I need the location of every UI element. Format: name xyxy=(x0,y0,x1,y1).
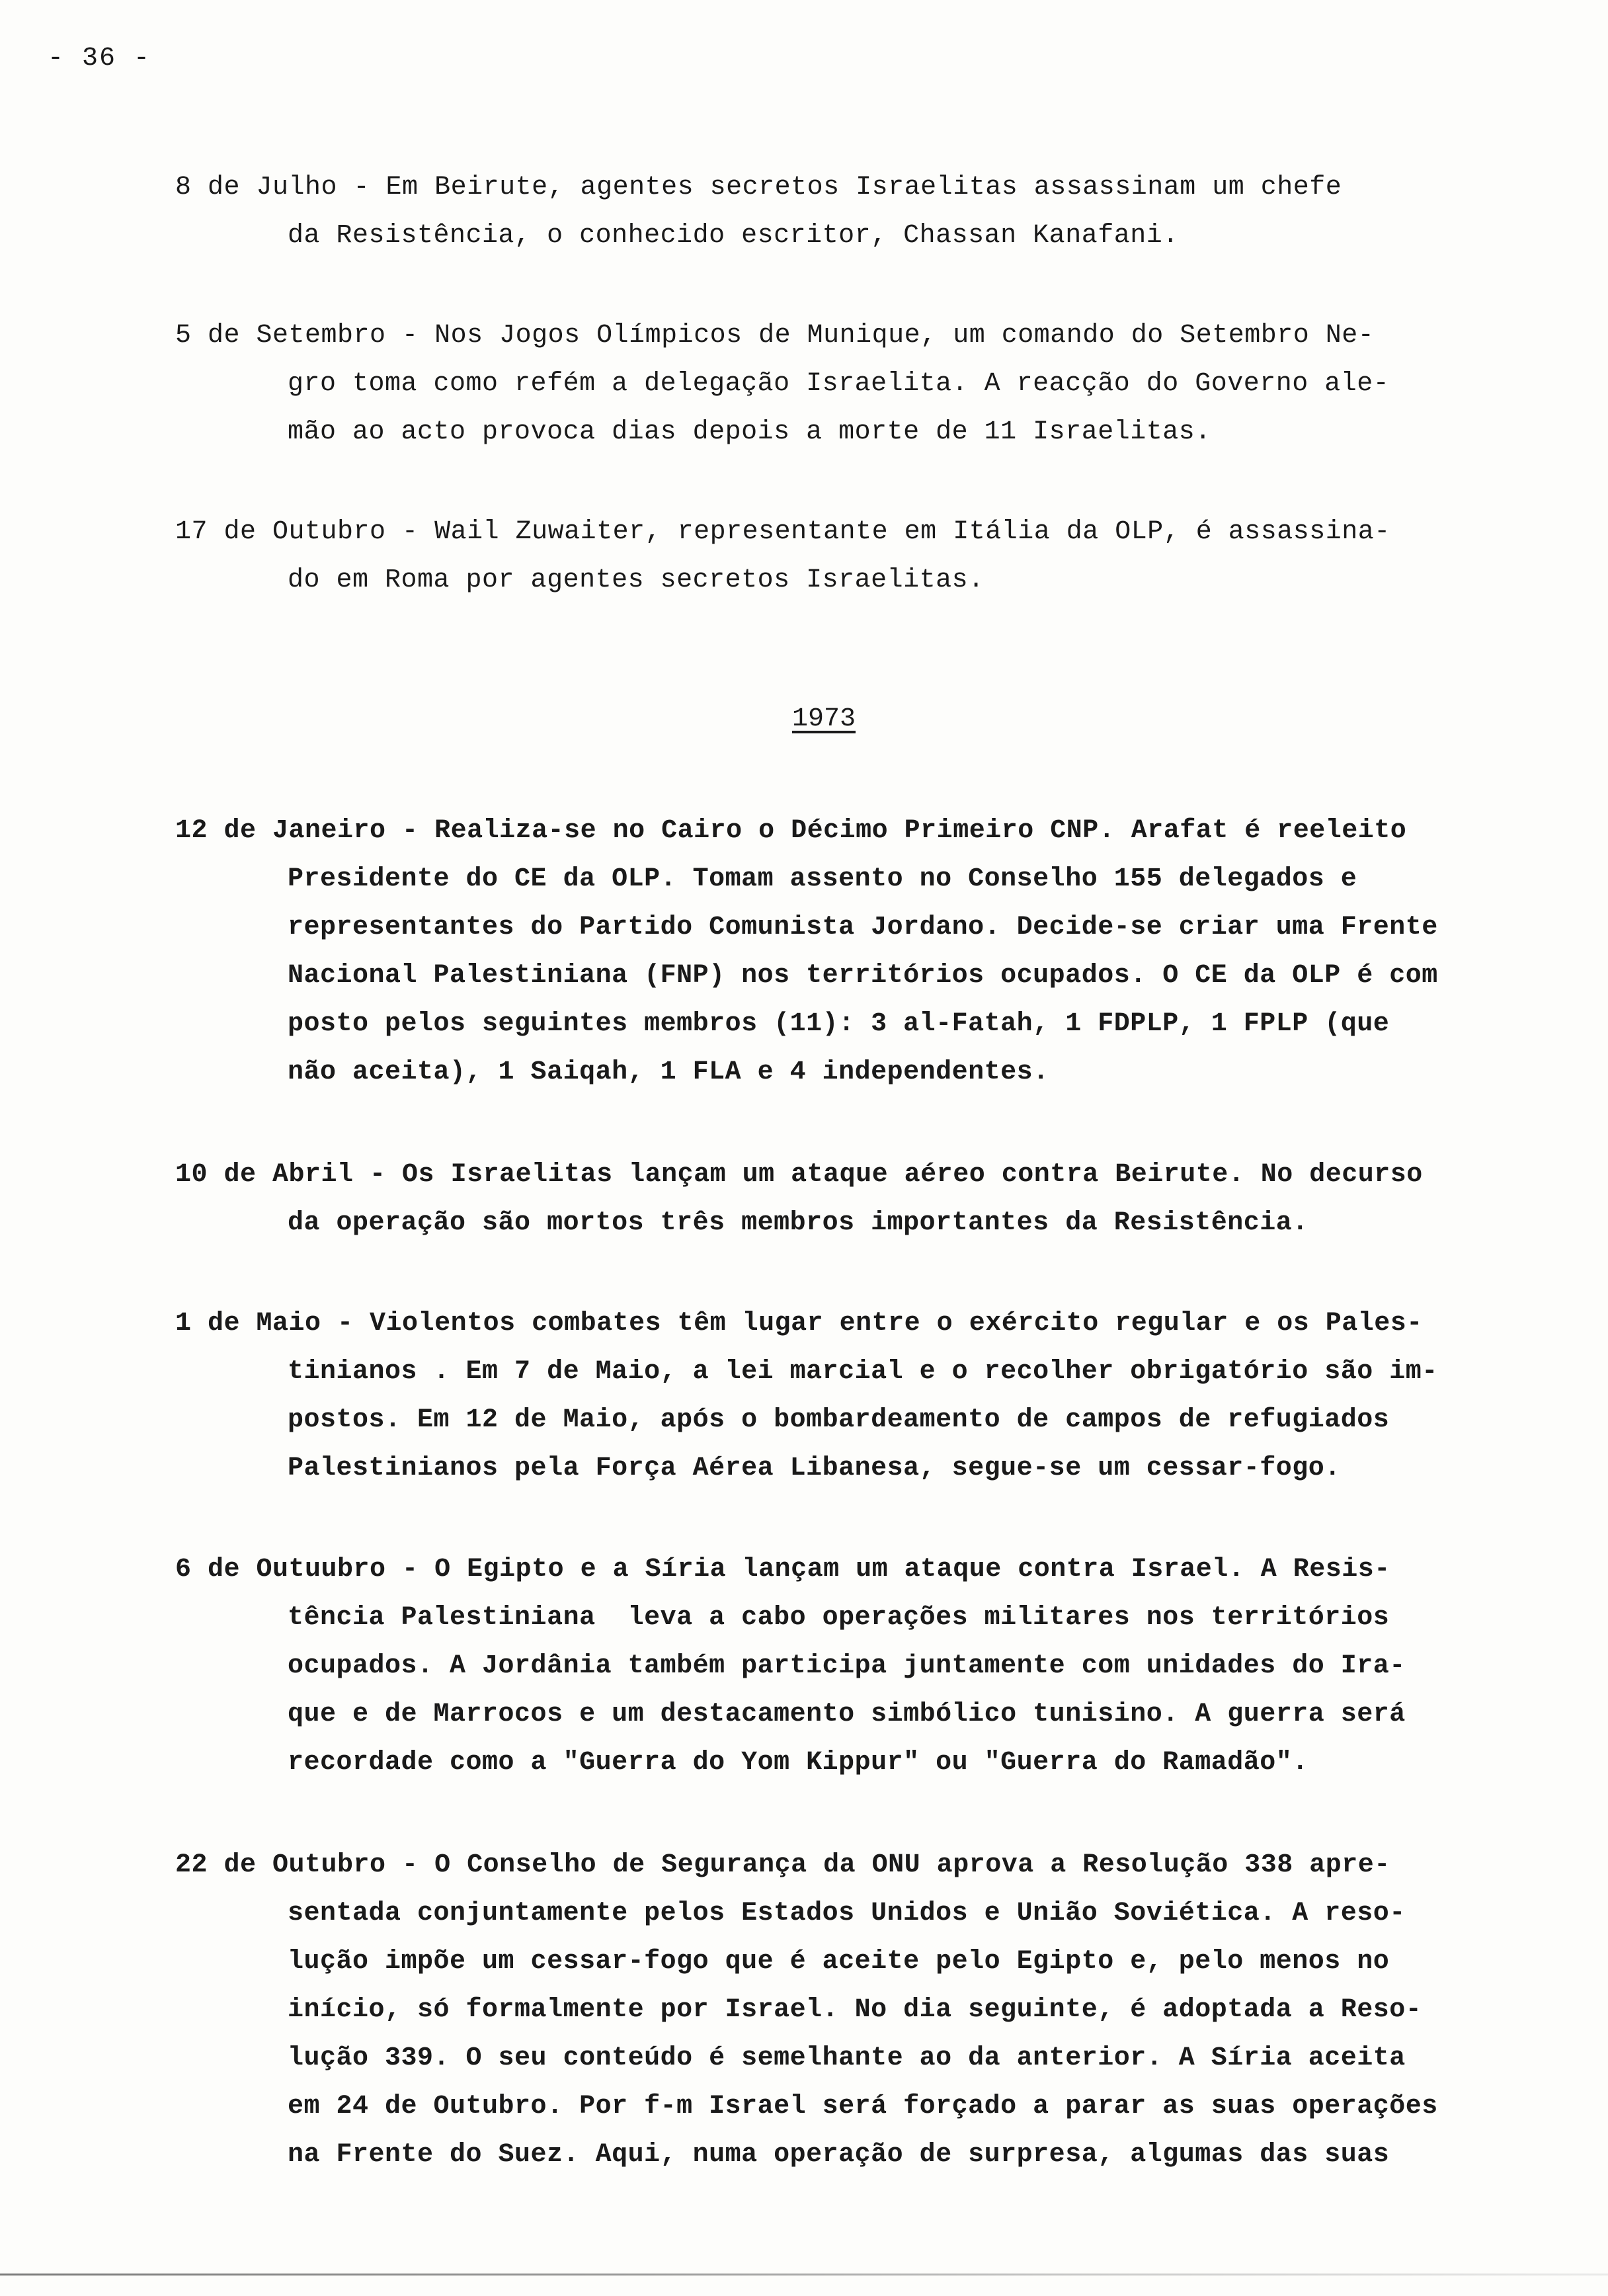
page-number: - 36 - xyxy=(48,44,151,73)
entry-10-abril xyxy=(175,1151,1458,1247)
entry-line: ocupados. A Jordânia também participa juntamente com unidades do Ira- xyxy=(288,1651,1406,1681)
entry-8-julho xyxy=(175,163,1458,260)
entry-line: do em Roma por agentes secretos Israelitas. xyxy=(288,565,985,595)
entry-line: 1 de Maio - Violentos combates têm lugar entre o exército regular e os Pales- xyxy=(175,1309,1423,1338)
entry-line: recordade como a "Guerra do Yom Kippur" ou "Guerra do Ramadão". xyxy=(288,1748,1308,1778)
entry-line: sentada conjuntamente pelos Estados Unidos e União Soviética. A reso- xyxy=(288,1899,1406,1928)
entry-line: da Resistência, o conhecido escritor, Chassan Kanafani. xyxy=(288,221,1179,251)
entry-6-outubro xyxy=(175,1545,1458,1787)
entry-line: 17 de Outubro - Wail Zuwaiter, representante em Itália da OLP, é assassina- xyxy=(175,517,1390,547)
entry-line: 10 de Abril - Os Israelitas lançam um ataque aéreo contra Beirute. No decurso xyxy=(175,1160,1423,1190)
entry-line: em 24 de Outubro. Por f-m Israel será forçado a parar as suas operações xyxy=(288,2092,1438,2121)
entry-line: mão ao acto provoca dias depois a morte de 11 Israelitas. xyxy=(288,417,1211,447)
entry-22-outubro xyxy=(175,1841,1458,2179)
entry-line: 8 de Julho - Em Beirute, agentes secretos Israelitas assassinam um chefe xyxy=(175,173,1342,202)
entry-line: lução 339. O seu conteúdo é semelhante ao da anterior. A Síria aceita xyxy=(288,2043,1406,2073)
entry-line: representantes do Partido Comunista Jordano. Decide-se criar uma Frente xyxy=(288,913,1438,942)
entry-line: tência Palestiniana leva a cabo operações militares nos territórios xyxy=(288,1603,1390,1633)
entry-line: da operação são mortos três membros importantes da Resistência. xyxy=(288,1208,1308,1238)
entry-line: 6 de Outuubro - O Egipto e a Síria lançam um ataque contra Israel. A Resis- xyxy=(175,1555,1390,1584)
entry-line: início, só formalmente por Israel. No dia seguinte, é adoptada a Reso- xyxy=(288,1995,1422,2025)
entry-line: 22 de Outubro - O Conselho de Segurança da ONU aprova a Resolução 338 apre- xyxy=(175,1850,1390,1880)
entry-line: Nacional Palestiniana (FNP) nos territórios ocupados. O CE da OLP é com xyxy=(288,961,1438,991)
entry-line: postos. Em 12 de Maio, após o bombardeamento de campos de refugiados xyxy=(288,1405,1390,1435)
entry-line: lução impõe um cessar-fogo que é aceite pelo Egipto e, pelo menos no xyxy=(288,1947,1390,1977)
year-heading-text: 1973 xyxy=(791,704,856,734)
entry-1-maio xyxy=(175,1299,1458,1493)
entry-line: 12 de Janeiro - Realiza-se no Cairo o Décimo Primeiro CNP. Arafat é reeleito xyxy=(175,816,1407,846)
entry-line: tinianos . Em 7 de Maio, a lei marcial e o recolher obrigatório são im- xyxy=(288,1357,1438,1387)
entry-line: Presidente do CE da OLP. Tomam assento no Conselho 155 delegados e xyxy=(288,864,1357,894)
entry-17-outubro xyxy=(175,508,1458,604)
entry-12-janeiro xyxy=(175,807,1458,1096)
entry-line: na Frente do Suez. Aqui, numa operação de surpresa, algumas das suas xyxy=(288,2140,1390,2170)
entry-line: Palestinianos pela Força Aérea Libanesa, segue-se um cessar-fogo. xyxy=(288,1454,1341,1483)
year-heading xyxy=(0,704,1608,734)
entry-line: posto pelos seguintes membros (11): 3 al-Fatah, 1 FDPLP, 1 FPLP (que xyxy=(288,1009,1390,1039)
entry-line: gro toma como refém a delegação Israelita. A reacção do Governo ale- xyxy=(288,369,1390,399)
entry-line: que e de Marrocos e um destacamento simbólico tunisino. A guerra será xyxy=(288,1700,1406,1729)
entry-5-setembro xyxy=(175,311,1458,456)
entry-line: não aceita), 1 Saiqah, 1 FLA e 4 independentes. xyxy=(288,1057,1049,1087)
page-bottom-edge xyxy=(0,2274,1608,2276)
entry-line: 5 de Setembro - Nos Jogos Olímpicos de Munique, um comando do Setembro Ne- xyxy=(175,321,1375,350)
